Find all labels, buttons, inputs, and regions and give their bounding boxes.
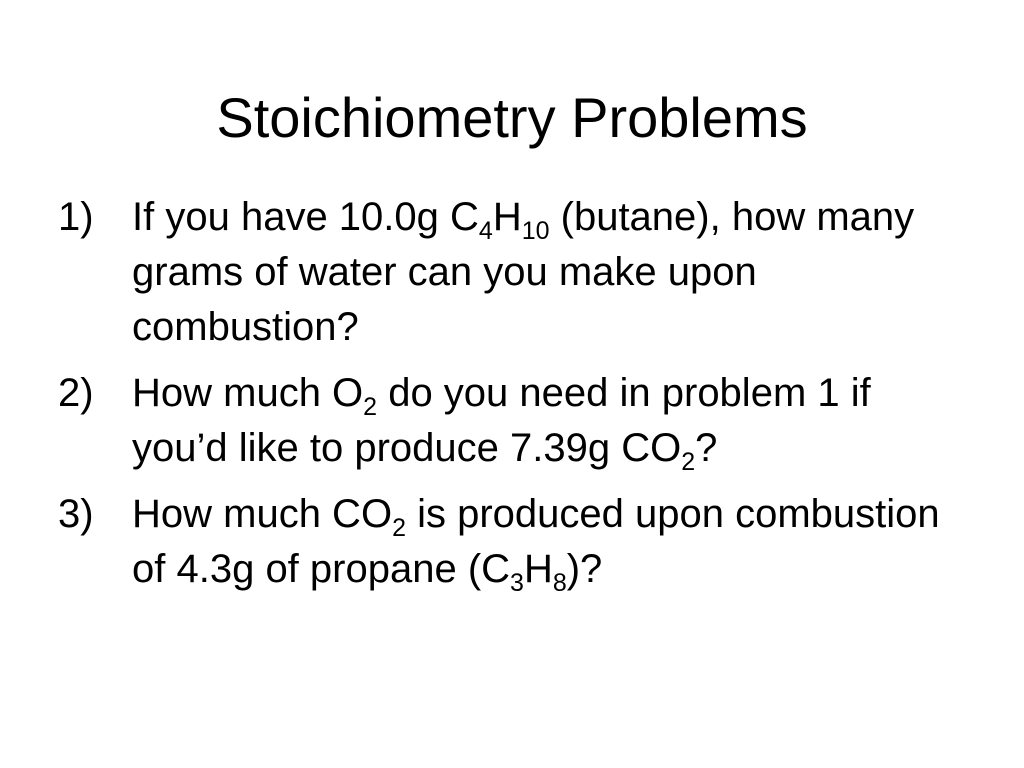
problem-text: How much $O_2$ do you need in problem 1 if you’d like to produce 7.39g $CO_2$? [132,371,871,476]
problem-number: 3) [58,492,94,536]
problem-item-2 [58,366,958,476]
subscript: 2 [681,448,696,476]
problem-item-3 [58,487,958,597]
subscript: 2 [363,393,378,421]
subscript: 3 [510,569,524,597]
subscript: 10 [521,217,550,245]
subscript: 8 [552,569,567,597]
subscript: 4 [478,217,493,245]
problem-item-1 [58,190,958,355]
slide-title: Stoichiometry Problems [216,86,808,149]
problem-text: If you have 10.0g $C_4H_{10}$ (butane), how many grams of water can you make upon combustion? [132,195,915,349]
problem-number: 2) [58,371,94,415]
problem-list [58,190,958,608]
problem-text: How much $CO_2$ is produced upon combustion of 4.3g of propane $(C_3H_8)$? [132,492,940,597]
subscript: 2 [392,514,406,542]
problem-number: 1) [58,195,94,239]
